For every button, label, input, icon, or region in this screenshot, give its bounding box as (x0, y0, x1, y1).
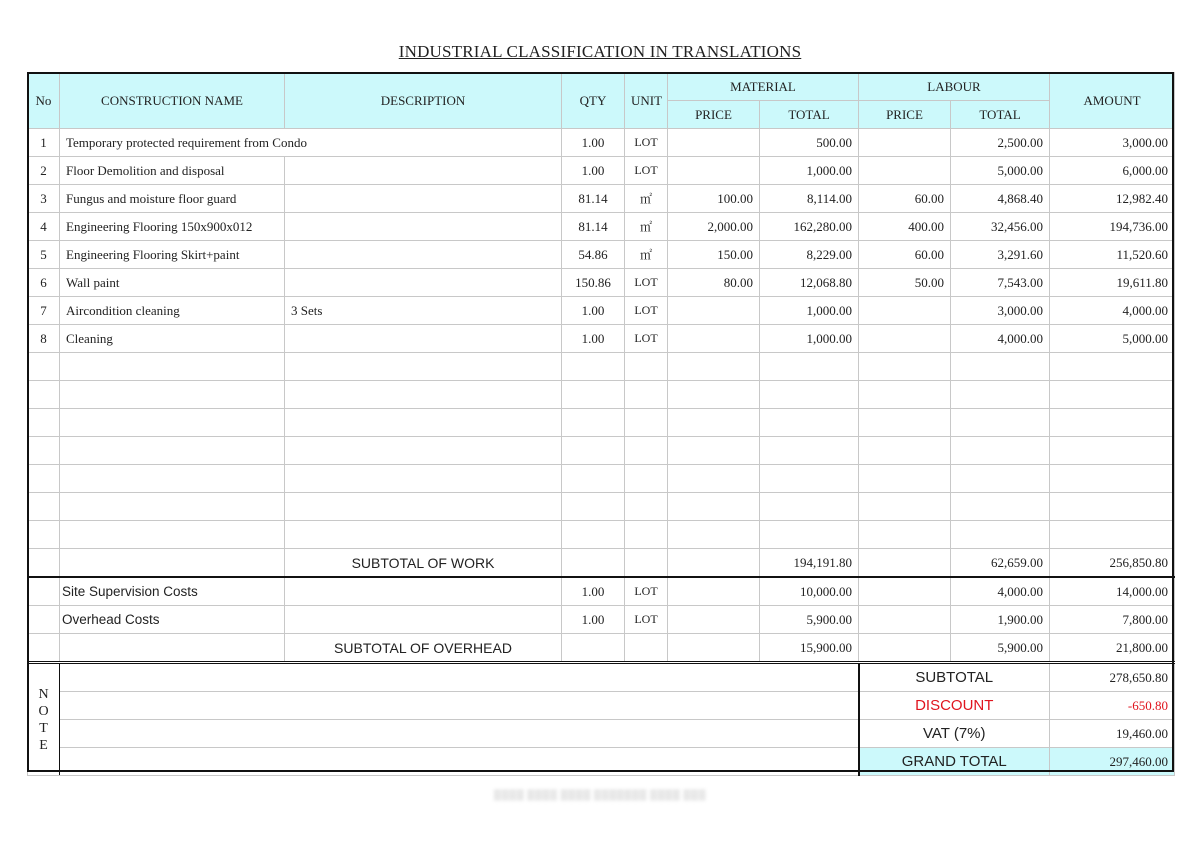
table-row (28, 325, 1175, 353)
row-description (285, 325, 562, 353)
row-no: 6 (28, 269, 60, 297)
row-qty: 150.86 (562, 269, 625, 297)
document-title: INDUSTRIAL CLASSIFICATION IN TRANSLATIONS (398, 42, 802, 61)
table-row (28, 185, 1175, 213)
row-construction-name: Engineering Flooring Skirt+paint (60, 241, 285, 269)
row-unit: ㎡ (625, 241, 668, 269)
row-material-price: 150.00 (668, 241, 760, 269)
row-material-price: 80.00 (668, 269, 760, 297)
row-labour-price: 400.00 (859, 213, 951, 241)
row-material-total: 8,114.00 (760, 185, 859, 213)
row-unit: ㎡ (625, 213, 668, 241)
row-qty: 1.00 (562, 297, 625, 325)
empty-row (28, 465, 1175, 493)
overhead-name: Overhead Costs (60, 606, 285, 634)
overhead-qty: 1.00 (562, 577, 625, 606)
summary-vat-value: 19,460.00 (1050, 720, 1175, 748)
row-material-price (668, 157, 760, 185)
header-material-price: PRICE (668, 101, 760, 129)
overhead-labour-total: 1,900.00 (951, 606, 1050, 634)
note-area (60, 748, 859, 776)
subtotal-overhead-amount: 21,800.00 (1050, 634, 1175, 663)
row-construction-name: Temporary protected requirement from Condo (60, 129, 562, 157)
row-description (285, 185, 562, 213)
row-no: 4 (28, 213, 60, 241)
row-qty: 1.00 (562, 325, 625, 353)
row-no: 2 (28, 157, 60, 185)
header-unit: UNIT (625, 73, 668, 129)
note-area (60, 720, 859, 748)
row-unit: LOT (625, 157, 668, 185)
row-labour-total: 3,000.00 (951, 297, 1050, 325)
row-amount: 6,000.00 (1050, 157, 1175, 185)
row-labour-price (859, 325, 951, 353)
row-labour-total: 4,868.40 (951, 185, 1050, 213)
subtotal-work-amount: 256,850.80 (1050, 549, 1175, 578)
row-qty: 1.00 (562, 157, 625, 185)
row-unit: ㎡ (625, 185, 668, 213)
note-area (60, 663, 859, 692)
row-labour-total: 7,543.00 (951, 269, 1050, 297)
row-unit: LOT (625, 129, 668, 157)
row-no: 1 (28, 129, 60, 157)
row-material-total: 1,000.00 (760, 157, 859, 185)
row-amount: 12,982.40 (1050, 185, 1175, 213)
row-description (285, 269, 562, 297)
row-description: 3 Sets (285, 297, 562, 325)
row-no: 5 (28, 241, 60, 269)
summary-discount-value: -650.80 (1050, 692, 1175, 720)
overhead-row (28, 606, 1175, 634)
header-no: No (28, 73, 60, 129)
row-labour-total: 2,500.00 (951, 129, 1050, 157)
row-construction-name: Fungus and moisture floor guard (60, 185, 285, 213)
row-material-price (668, 325, 760, 353)
note-label: N O T E (28, 663, 60, 776)
overhead-material-total: 10,000.00 (760, 577, 859, 606)
header-qty: QTY (562, 73, 625, 129)
empty-row (28, 353, 1175, 381)
row-material-total: 1,000.00 (760, 325, 859, 353)
header-labour: LABOUR (859, 73, 1050, 101)
row-material-total: 1,000.00 (760, 297, 859, 325)
row-construction-name: Floor Demolition and disposal (60, 157, 285, 185)
overhead-name: Site Supervision Costs (60, 577, 285, 606)
overhead-amount: 14,000.00 (1050, 577, 1175, 606)
row-labour-price (859, 129, 951, 157)
row-amount: 4,000.00 (1050, 297, 1175, 325)
subtotal-work-label: SUBTOTAL OF WORK (285, 549, 562, 578)
summary-vat-label: VAT (7%) (859, 720, 1050, 748)
quotation-table (27, 72, 1175, 776)
row-labour-total: 4,000.00 (951, 325, 1050, 353)
overhead-amount: 7,800.00 (1050, 606, 1175, 634)
row-material-price (668, 129, 760, 157)
subtotal-overhead-labour-total: 5,900.00 (951, 634, 1050, 663)
overhead-qty: 1.00 (562, 606, 625, 634)
empty-row (28, 521, 1175, 549)
summary-row-subtotal (28, 663, 1175, 692)
row-material-price: 100.00 (668, 185, 760, 213)
row-construction-name: Engineering Flooring 150x900x012 (60, 213, 285, 241)
row-material-total: 12,068.80 (760, 269, 859, 297)
row-unit: LOT (625, 325, 668, 353)
row-labour-total: 5,000.00 (951, 157, 1050, 185)
row-amount: 3,000.00 (1050, 129, 1175, 157)
summary-row-discount (28, 692, 1175, 720)
header-labour-total: TOTAL (951, 101, 1050, 129)
subtotal-overhead-label: SUBTOTAL OF OVERHEAD (285, 634, 562, 663)
summary-discount-label: DISCOUNT (859, 692, 1050, 720)
row-material-total: 162,280.00 (760, 213, 859, 241)
row-unit: LOT (625, 269, 668, 297)
summary-subtotal-label: SUBTOTAL (859, 663, 1050, 692)
row-qty: 1.00 (562, 129, 625, 157)
table-row (28, 213, 1175, 241)
row-labour-price (859, 297, 951, 325)
table-row (28, 269, 1175, 297)
row-construction-name: Wall paint (60, 269, 285, 297)
table-row (28, 297, 1175, 325)
table-row (28, 241, 1175, 269)
header-description: DESCRIPTION (285, 73, 562, 129)
header-material: MATERIAL (668, 73, 859, 101)
empty-row (28, 409, 1175, 437)
empty-row (28, 381, 1175, 409)
row-amount: 19,611.80 (1050, 269, 1175, 297)
row-amount: 194,736.00 (1050, 213, 1175, 241)
row-material-price (668, 297, 760, 325)
row-labour-total: 3,291.60 (951, 241, 1050, 269)
row-amount: 11,520.60 (1050, 241, 1175, 269)
row-labour-price: 60.00 (859, 185, 951, 213)
header-material-total: TOTAL (760, 101, 859, 129)
subtotal-work-row (28, 549, 1175, 578)
summary-grand-total-value: 297,460.00 (1050, 748, 1175, 776)
row-description (285, 157, 562, 185)
empty-row (28, 493, 1175, 521)
note-area (60, 692, 859, 720)
header-labour-price: PRICE (859, 101, 951, 129)
row-no: 8 (28, 325, 60, 353)
row-material-price: 2,000.00 (668, 213, 760, 241)
blurred-footer-watermark: ▒▒▒▒ ▒▒▒▒ ▒▒▒▒ ▒▒▒▒▒▒▒ ▒▒▒▒ ▒▒▒ (493, 790, 707, 801)
table-body (28, 129, 1175, 776)
row-amount: 5,000.00 (1050, 325, 1175, 353)
header-construction-name: CONSTRUCTION NAME (60, 73, 285, 129)
row-no: 3 (28, 185, 60, 213)
summary-row-vat (28, 720, 1175, 748)
overhead-material-total: 5,900.00 (760, 606, 859, 634)
row-unit: LOT (625, 297, 668, 325)
summary-subtotal-value: 278,650.80 (1050, 663, 1175, 692)
empty-row (28, 437, 1175, 465)
row-construction-name: Aircondition cleaning (60, 297, 285, 325)
row-no: 7 (28, 297, 60, 325)
table-row (28, 129, 1175, 157)
row-material-total: 8,229.00 (760, 241, 859, 269)
overhead-unit: LOT (625, 606, 668, 634)
row-labour-price: 60.00 (859, 241, 951, 269)
row-labour-price (859, 157, 951, 185)
table-header (28, 73, 1175, 129)
overhead-unit: LOT (625, 577, 668, 606)
overhead-labour-total: 4,000.00 (951, 577, 1050, 606)
row-description (285, 213, 562, 241)
subtotal-overhead-material-total: 15,900.00 (760, 634, 859, 663)
row-construction-name: Cleaning (60, 325, 285, 353)
subtotal-overhead-row (28, 634, 1175, 663)
row-labour-price: 50.00 (859, 269, 951, 297)
row-qty: 81.14 (562, 213, 625, 241)
row-description (285, 241, 562, 269)
subtotal-work-material-total: 194,191.80 (760, 549, 859, 578)
overhead-row (28, 577, 1175, 606)
header-amount: AMOUNT (1050, 73, 1175, 129)
row-material-total: 500.00 (760, 129, 859, 157)
table-row (28, 157, 1175, 185)
subtotal-work-labour-total: 62,659.00 (951, 549, 1050, 578)
summary-grand-total-label: GRAND TOTAL (859, 748, 1050, 776)
summary-row-grand-total (28, 748, 1175, 776)
row-qty: 81.14 (562, 185, 625, 213)
row-labour-total: 32,456.00 (951, 213, 1050, 241)
row-qty: 54.86 (562, 241, 625, 269)
